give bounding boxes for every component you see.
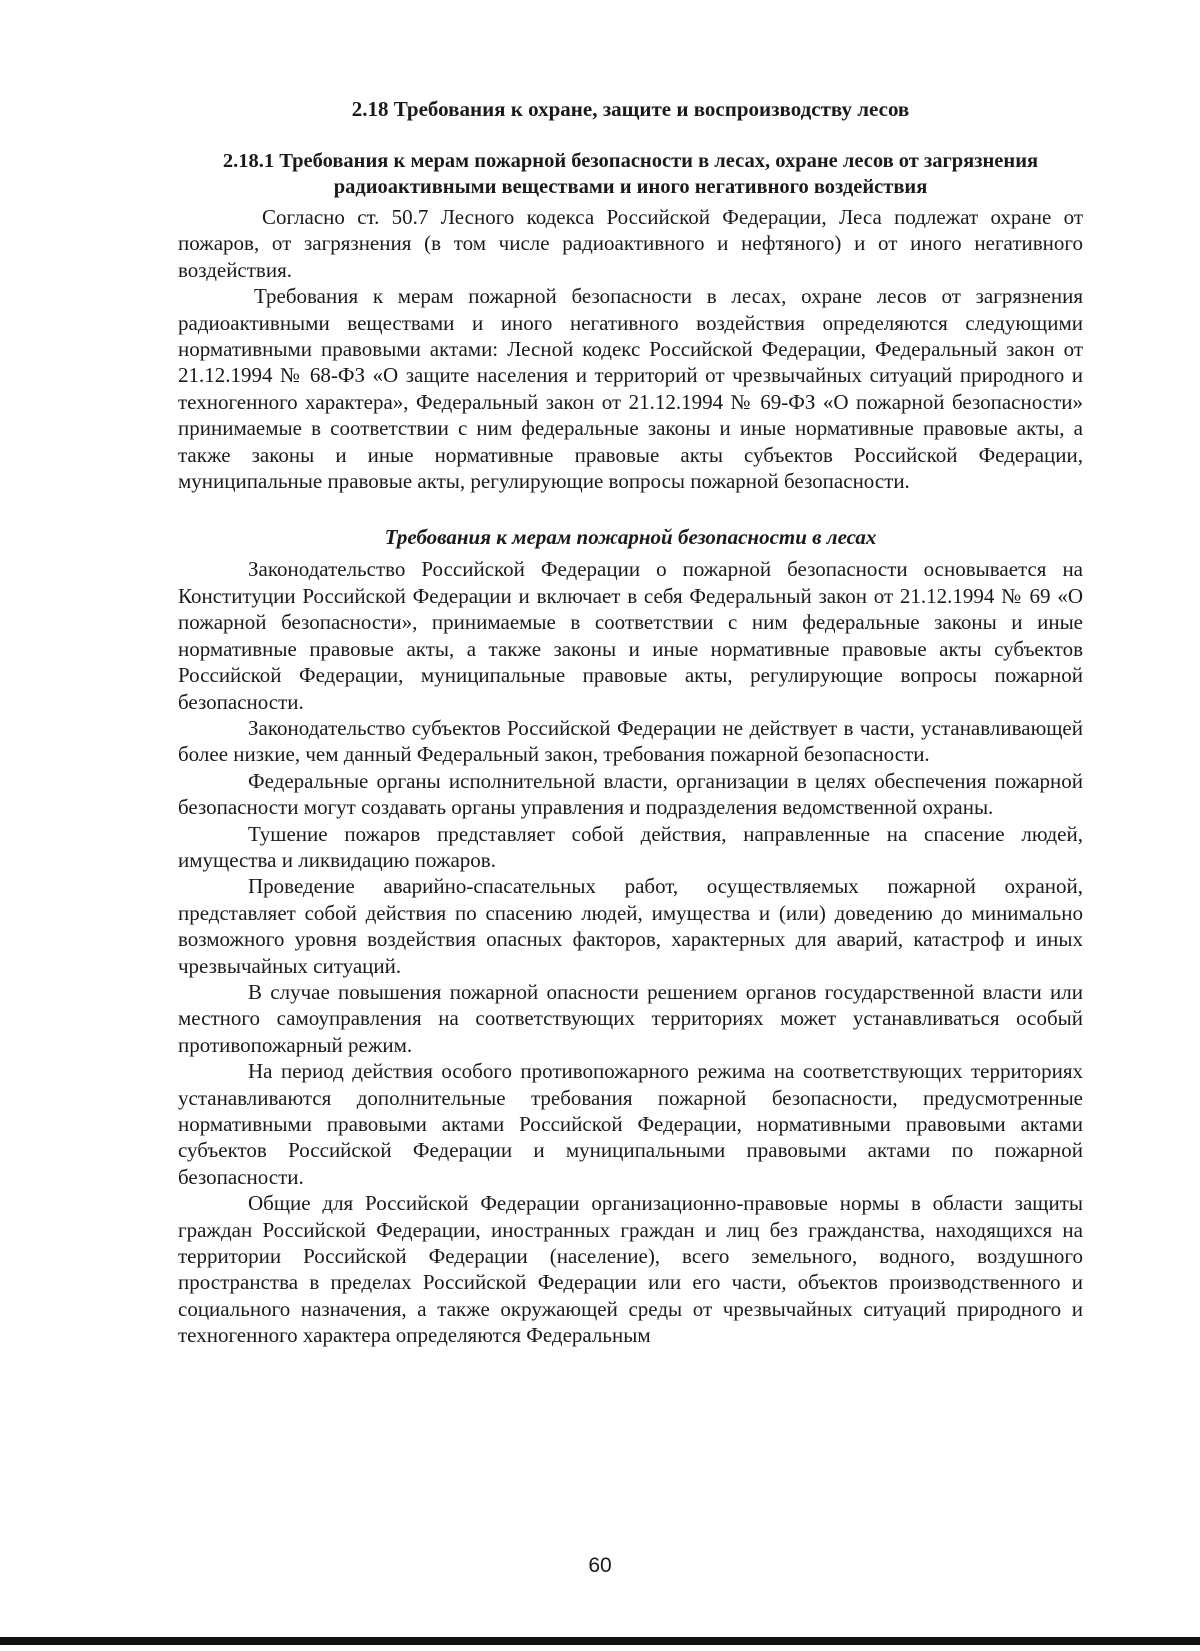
page-number: 60 bbox=[588, 1554, 612, 1577]
paragraph: Согласно ст. 50.7 Лесного кодекса Российской Федерации, Леса подлежат охране от пожаров, от загрязнения (в том числе радиоактивного и нефтяного) и от иного негативного воздействия. bbox=[178, 205, 1083, 282]
paragraph: Законодательство субъектов Российской Федерации не действует в части, устанавливающей более низкие, чем данный Федеральный закон, требования пожарной безопасности. bbox=[178, 715, 1083, 767]
paragraph: Федеральные органы исполнительной власти, организации в целях обеспечения пожарной безопасности могут создавать органы управления и подразделения ведомственной охраны. bbox=[178, 768, 1083, 820]
document-page bbox=[178, 96, 1083, 1349]
paragraph: Общие для Российской Федерации организационно-правовые нормы в области защиты граждан Российской Федерации, иностранных граждан и лиц без гражданства, находящихся на территории Российской Федерации (население), всего земельного, водного, воздушного пространства в пределах Российской Федерации или его части, объектов производственного и социального назначения, а также окружающей среды от чрезвычайных ситуаций природного и техногенного характера определяются Федеральным bbox=[178, 1191, 1083, 1348]
section-heading: 2.18 Требования к охране, защите и воспроизводству лесов bbox=[351, 97, 910, 121]
paragraph: Законодательство Российской Федерации о пожарной безопасности основывается на Конституции Российской Федерации и включает в себя Федеральный закон от 21.12.1994 № 69 «О пожарной безопасности», принимаемые в соответствии с ним федеральные законы и иные нормативные правовые акты, а также законы и иные нормативные правовые акты субъектов Российской Федерации, муниципальные правовые акты, регулирующие вопросы пожарной безопасности. bbox=[178, 557, 1083, 714]
paragraph: Требования к мерам пожарной безопасности в лесах, охране лесов от загрязнения радиоактивными веществами и иного негативного воздействия определяются следующими нормативными правовыми актами: Лесной кодекс Российской Федерации, Федеральный закон от 21.12.1994 № 68-ФЗ «О защите населения и территорий от чрезвычайных ситуаций природного и техногенного характера», Федеральный закон от 21.12.1994 № 69-ФЗ «О пожарной безопасности» принимаемые в соответствии с ним федеральные законы и иные нормативные правовые акты, а также законы и иные нормативные правовые акты субъектов Российской Федерации, муниципальные правовые акты, регулирующие вопросы пожарной безопасности. bbox=[178, 284, 1083, 494]
bottom-edge-rule bbox=[0, 1637, 1200, 1645]
paragraph: Тушение пожаров представляет собой действия, направленные на спасение людей, имущества и ликвидацию пожаров. bbox=[178, 821, 1083, 872]
paragraph: В случае повышения пожарной опасности решением органов государственной власти или местного самоуправления на соответствующих территориях может устанавливаться особый противопожарный режим. bbox=[178, 979, 1083, 1057]
paragraph: Проведение аварийно-спасательных работ, осуществляемых пожарной охраной, представляет собой действия по спасению людей, имущества и (или) доведению до минимально возможного уровня воздействия опасных факторов, характерных для аварий, катастроф и иных чрезвычайных ситуаций. bbox=[178, 874, 1083, 978]
italic-subheading: Требования к мерам пожарной безопасности в лесах bbox=[384, 525, 877, 550]
paragraph: На период действия особого противопожарного режима на соответствующих территориях устанавливаются дополнительные требования пожарной безопасности, предусмотренные нормативными правовыми актами Российской Федерации, нормативными правовыми актами субъектов Российской Федерации и муниципальными правовыми актами по пожарной безопасности. bbox=[178, 1059, 1083, 1189]
subsection-heading: 2.18.1 Требования к мерам пожарной безопасности в лесах, охране лесов от загрязнения радиоактивными веществами и иного негативного воздействия bbox=[222, 150, 1039, 198]
